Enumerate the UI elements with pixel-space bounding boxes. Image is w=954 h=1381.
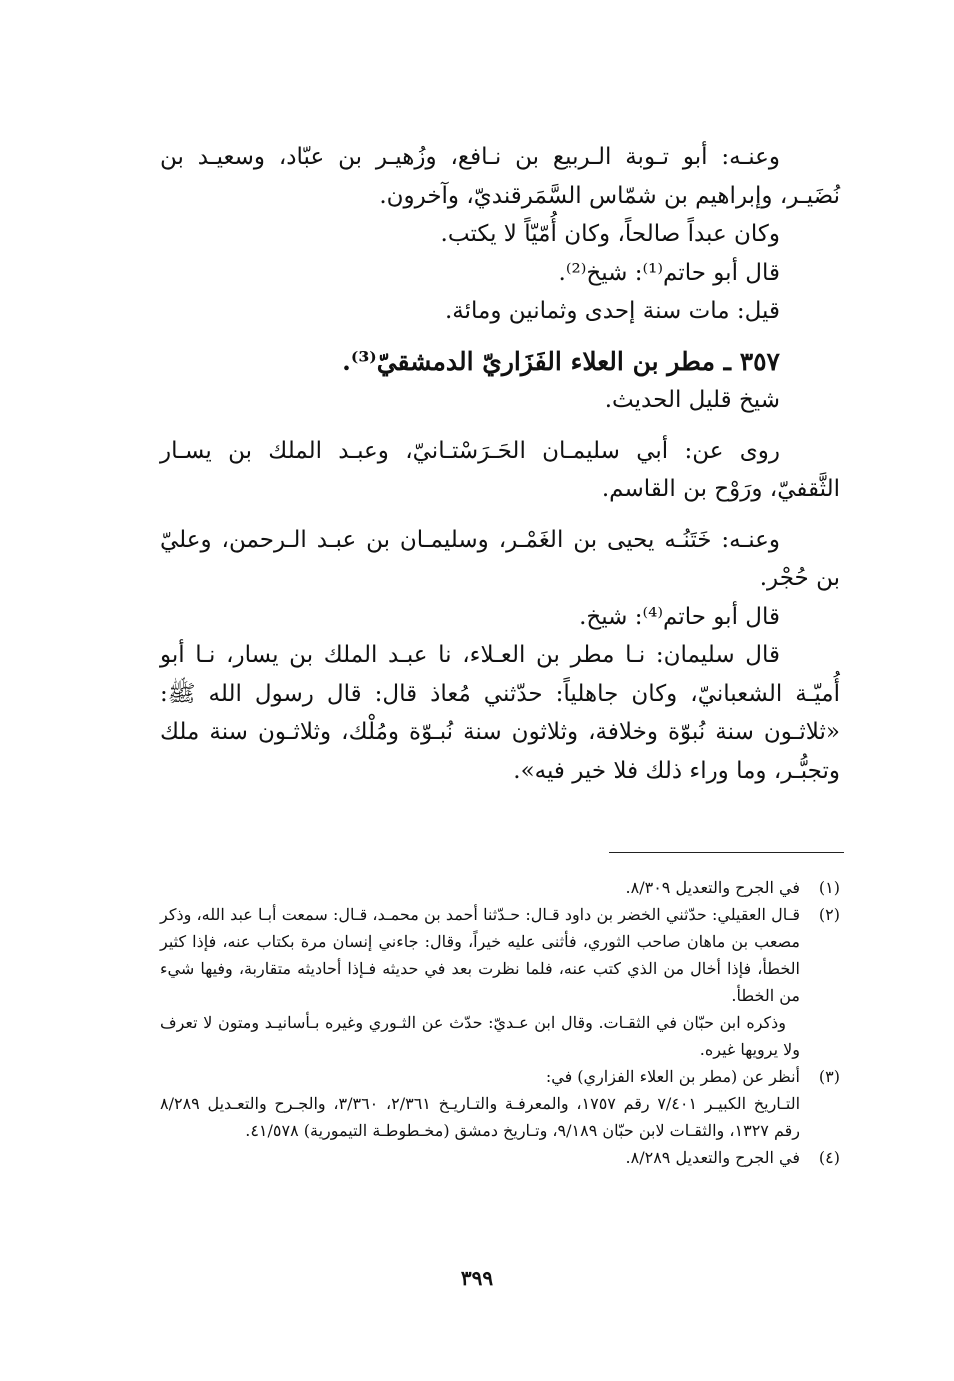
page-number: ٣٩٩ (460, 1266, 494, 1290)
footnote-line: وذكره ابن حبّان في الثقـات. وقال ابن عـديّ: حدّث عن الثـوري وغيره بـأسانيـد ومتون لا تعرف ولا يرويها غيره. (160, 1013, 800, 1059)
footnote-4 (160, 1144, 840, 1171)
footnote-text (160, 1144, 800, 1171)
footnote-number: (١) (818, 878, 840, 897)
footnote-number: (٢) (818, 905, 840, 924)
entry-heading: ٣٥٧ ـ مطر بن العلاء الفَزَاريّ الدمشقيّ⁽³⁾. (342, 346, 780, 376)
footnote-line: في الجرح والتعديل ٨/٣٠٩. (625, 878, 800, 897)
paragraph-students: وعنـه: أبو تـوبة الـربيع بن نـافع، وزُهيـر بن عبّاد، وسعيـد بن نُضَيـر، وإبراهيم بن شمّاس السَّمَرقنديّ، وآخرون. (160, 144, 840, 209)
footnote-text (160, 874, 800, 901)
footnote-line: في الجرح والتعديل ٨/٢٨٩. (625, 1148, 800, 1167)
paragraph-description: شيخ قليل الحديث. (604, 387, 780, 413)
paragraph-narrated-from: روى عن: أبي سليمـان الحَـرَسْتـانيّ، وعبـد الملك بن يسـار الثَّقفيّ، ورَوْح بن القاسم. (160, 437, 840, 502)
footnotes (160, 874, 840, 1171)
footnote-divider (609, 852, 844, 853)
footnote-text (160, 1063, 800, 1144)
footnote-line: التـاريخ الكبيـر ٧/٤٠١ رقم ١٧٥٧، والمعرفـة والتـاريـخ ٢/٣٦١، ٣/٣٦٠، والجـرح والتعـديل ٨/٢٨٩ رقم ١٣٢٧، والثقـات لابن حبّان ٩/١٨٩، وتـاريخ دمشق (مخـطوطـة التيمورية) ٤١/٥٧٨. (160, 1094, 801, 1140)
footnote-number: (٣) (818, 1067, 840, 1086)
paragraph-hadith: قال سليمان: نـا مطر بن العـلاء، نا عبـد الملك بن يسار، نـا أبو أُميّـة الشعبانيّ، وكان جاهلياً: حدّثني مُعاذ قال: قال رسول الله ﷺ: «ثلاثـون سنة نُبوّة وخلافة، وثلاثون سنة نُبـوّة ومُلْك، وثلاثـون سنة ملك وتجبُّـر، وما وراء ذلك فلا خير فيه». (160, 642, 840, 784)
footnote-line: أنظر عن (مطر بن العلاء الفزاري) في: (545, 1067, 800, 1086)
footnote-2 (160, 901, 840, 1063)
paragraph-abu-hatim-2: قال أبو حاتم⁽⁴⁾: شيخ. (579, 603, 780, 630)
paragraph-abu-hatim: قال أبو حاتم⁽¹⁾: شيخ⁽²⁾. (558, 259, 780, 286)
paragraph-death: قيل: مات سنة إحدى وثمانين ومائة. (444, 298, 780, 324)
footnote-1 (160, 874, 840, 901)
main-text (160, 138, 840, 790)
footnote-text (160, 901, 800, 1063)
footnote-3 (160, 1063, 840, 1144)
paragraph-narrators: وعنـه: خَتَنُـه يحيى بن الغَمْـر، وسليمـان بن عبـد الـرحمن، وعليّ بن حُجْر. (160, 526, 840, 591)
footnote-number: (٤) (818, 1148, 840, 1167)
paragraph-character: وكان عبداً صالحاً، وكان أُمّيّاً لا يكتب. (440, 221, 780, 247)
footnote-line: قـال العقيلي: حدّثني الخضر بن داود قـال: حـدّثنا أحمد بن محمـد، قـال: سمعت أبـا عبد الله، وذكر مصعب بن ماهان صاحب الثوري، فأثنى عليه خيراً، وقال: جاءني إنسان مرة بكتاب عنه، فإذا كثير الخطأ، فإذا أخال من الذي كتب عنه، فلما نظرت بعد في حديثه فـإذا أحاديثه متقاربة، وفيها شيء من الخطأ. (160, 905, 801, 1005)
